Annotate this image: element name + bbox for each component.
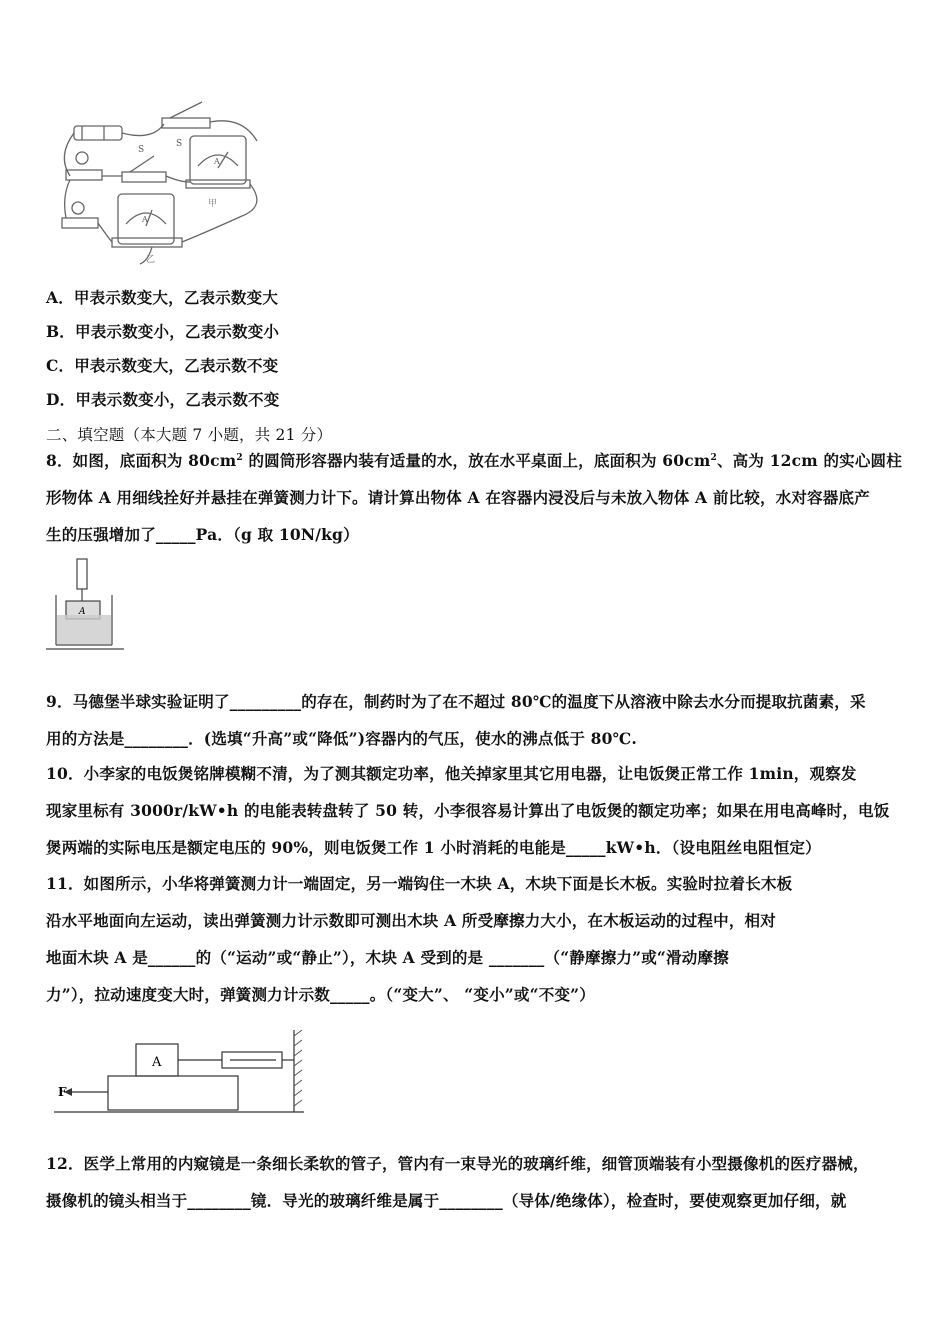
circuit-label-s2: S	[176, 139, 183, 149]
friction-block-label: A	[152, 1055, 162, 1070]
q8-line1: 8．如图，底面积为 $80cm^2$ 的圆筒形容器内装有适量的水，放在水平桌面上，底面积为 $60cm^2$、高为 12cm 的实心圆柱	[46, 451, 902, 470]
circuit-label-s1: S	[138, 145, 145, 155]
q12-line2: 摄像机的镜头相当于________镜．导光的玻璃纤维是属于________（导体/绝缘体），检查时，要使观察更加仔细，就	[46, 1191, 847, 1210]
q9-line2: 用的方法是________．(选填“升高”或“降低”)容器内的气压，使水的沸点低于 80℃.	[46, 729, 637, 748]
q11-line1: 11．如图所示，小华将弹簧测力计一端固定，另一端钩住一木块 A，木块下面是长木板。实验时拉着长木板	[46, 874, 793, 893]
q11-line2: 沿水平地面向左运动，读出弹簧测力计示数即可测出木块 A 所受摩擦力大小，在木板运动的过程中，相对	[46, 911, 776, 930]
friction-figure	[54, 1030, 310, 1116]
option-b: B．甲表示数变小，乙表示数变小	[46, 322, 280, 341]
q10-line1: 10．小李家的电饭煲铭牌模糊不清，为了测其额定功率，他关掉家里其它用电器，让电饭煲正常工作 1min，观察发	[46, 764, 857, 783]
q8-line2: 形物体 A 用细线拴好并悬挂在弹簧测力计下。请计算出物体 A 在容器内浸没后与未放入物体 A 前比较，水对容器底产	[46, 488, 870, 507]
meter-label-2: A	[142, 215, 148, 224]
meter-label-yi: 乙	[146, 255, 156, 265]
q10-line2: 现家里标有 3000r/kW•h 的电能表转盘转了 50 转，小李很容易计算出了电饭煲的额定功率；如果在用电高峰时，电饭	[46, 801, 890, 820]
option-d: D．甲表示数变小，乙表示数不变	[46, 390, 280, 409]
container-block-label: A	[79, 607, 86, 617]
option-a: A．甲表示数变大，乙表示数变大	[46, 288, 279, 307]
q11-line3: 地面木块 A 是______的（“运动”或“静止”），木块 A 受到的是 _______（“静摩擦力”或“滑动摩擦	[46, 948, 729, 967]
option-c: C．甲表示数变大，乙表示数不变	[46, 356, 279, 375]
circuit-figure	[52, 96, 282, 266]
q9-line1: 9．马德堡半球实验证明了_________的存在，制药时为了在不超过 80℃的温度下从溶液中除去水分而提取抗菌素，采	[46, 692, 866, 711]
container-figure	[44, 555, 126, 655]
q8-line3: 生的压强增加了_____Pa．（g 取 10N/kg）	[46, 525, 359, 544]
meter-label-1: A	[214, 157, 220, 166]
meter-label-jia: 甲	[208, 199, 218, 209]
section-heading: 二、填空题（本大题 7 小题，共 21 分）	[46, 426, 333, 444]
q10-line3: 煲两端的实际电压是额定电压的 90%，则电饭煲工作 1 小时消耗的电能是_____kW•h．（设电阻丝电阻恒定）	[46, 838, 821, 857]
q12-line1: 12．医学上常用的内窥镜是一条细长柔软的管子，管内有一束导光的玻璃纤维，细管顶端装有小型摄像机的医疗器械，	[46, 1154, 869, 1173]
q11-line4: 力”），拉动速度变大时，弹簧测力计示数_____。（“变大”、 “变小”或“不变”）	[46, 985, 595, 1004]
force-label: F	[58, 1085, 67, 1099]
